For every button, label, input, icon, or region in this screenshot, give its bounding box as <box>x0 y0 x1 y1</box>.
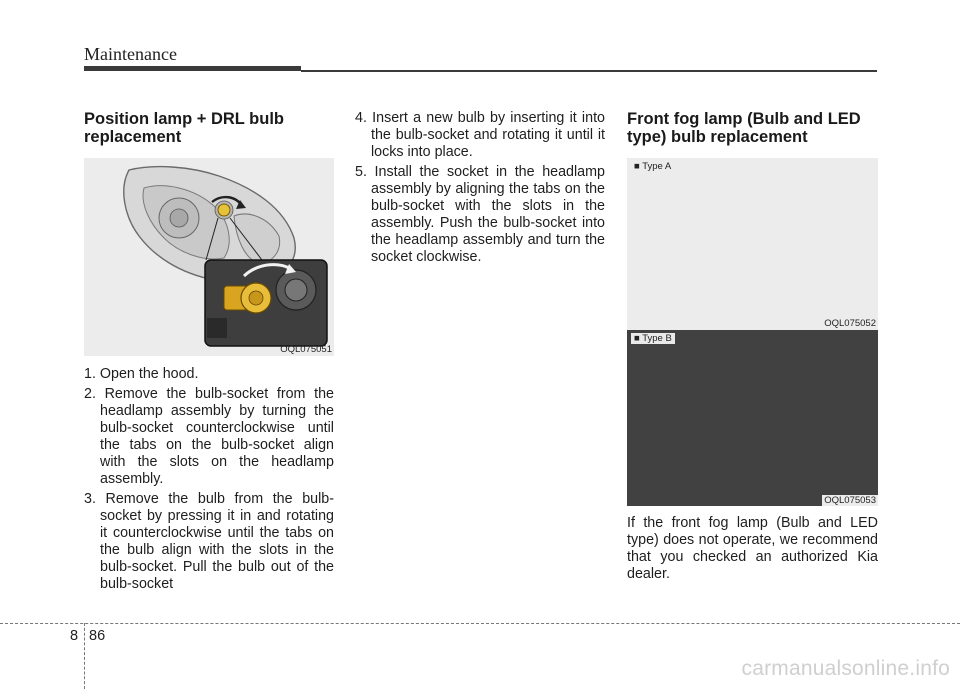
step-item: 1. Open the hood. <box>84 366 199 382</box>
figure-headlamp-illustration <box>84 158 334 356</box>
figure-code: OQL075051 <box>280 344 332 355</box>
figure-code-a: OQL075052 <box>824 318 876 329</box>
step-item: 5. Install the socket in the headlamp assembly by aligning the tabs on the bulb-socket with the slots in the assembly. Push the bulb-socket into the headlamp assembly and turn the socket clockwise. <box>355 164 605 265</box>
header-rule-thick <box>84 66 301 71</box>
step-item: 4. Insert a new bulb by inserting it into the bulb-socket and rotating it until it locks into place. <box>355 110 605 160</box>
column-right <box>627 110 878 583</box>
page-header-title: Maintenance <box>84 44 177 64</box>
watermark-text: carmanualsonline.info <box>741 657 950 680</box>
section-title-fog-lamp: Front fog lamp (Bulb and LED type) bulb replacement <box>627 110 861 146</box>
column-middle <box>355 110 605 269</box>
figure-code-b: OQL075053 <box>824 495 876 506</box>
step-item: 2. Remove the bulb-socket from the headlamp assembly by turning the bulb-socket counterclockwise until the tabs on the bulb-socket align with the slots on the headlamp assembly. <box>84 386 334 487</box>
fog-lamp-paragraph: If the front fog lamp (Bulb and LED type) does not operate, we recommend that you checked an authorized Kia dealer. <box>627 515 878 582</box>
page-number: 86 <box>89 628 106 644</box>
chapter-number: 8 <box>70 628 79 644</box>
type-b-label: ■ Type B <box>631 333 675 344</box>
type-a-label: ■ Type A <box>631 161 674 172</box>
headlamp-illustration <box>84 158 334 356</box>
footer-rule <box>0 623 960 624</box>
steps-list-2 <box>355 110 605 266</box>
steps-list-1 <box>84 366 334 593</box>
header-rule-thin <box>301 70 877 72</box>
section-title-position-lamp: Position lamp + DRL bulb replacement <box>84 110 284 146</box>
step-item: 3. Remove the bulb from the bulb-socket by pressing it in and rotating it counterclockwise until the tabs on the bulb align with the slots in the bulb-socket. Pull the bulb out of the bulb-socket <box>84 491 334 592</box>
figure-type-a <box>627 158 878 330</box>
column-left <box>84 110 334 596</box>
footer-divider <box>84 623 85 689</box>
figure-type-b <box>627 330 878 506</box>
